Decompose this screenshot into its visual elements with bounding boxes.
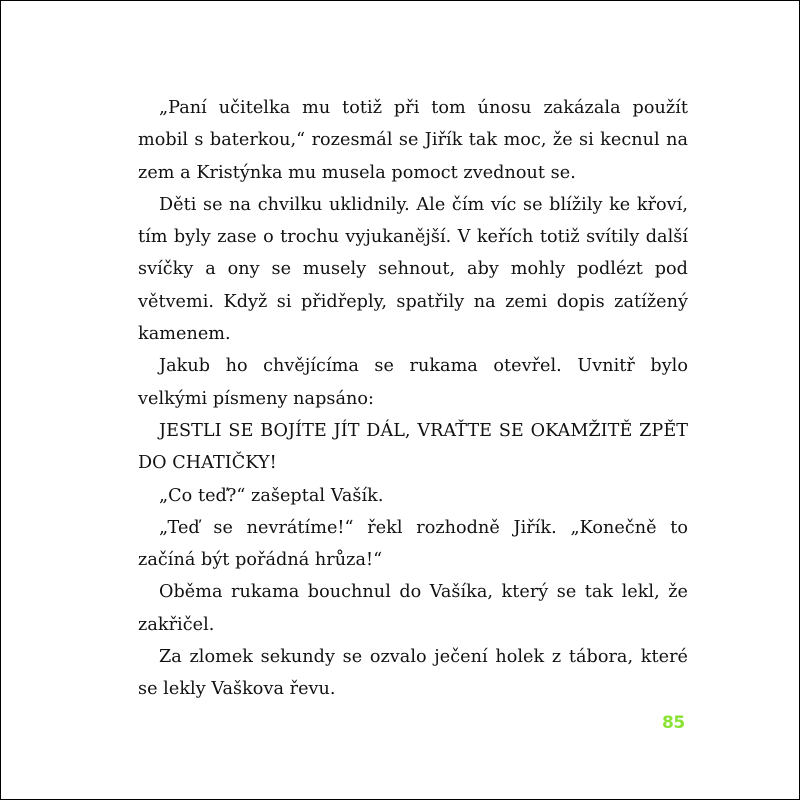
paragraph-8: Za zlomek sekundy se ozvalo ječení holek z tábora, které se lekly Vaškova řevu.: [138, 647, 688, 700]
paragraph-3: Jakub ho chvějícíma se rukama otevřel. Uvnitř bylo velkými písmeny napsáno:: [138, 356, 688, 409]
page-number: 85: [662, 713, 685, 733]
paragraph-2: Děti se na chvilku uklidnily. Ale čím víc se blížily ke křoví, tím byly zase o trochu vyjukanější. V keřích totiž svítily další svíčky a ony se musely sehnout, aby mohly podlézt pod větvemi. Když si přidřeply, spatřily na zemi dopis zatížený kamenem.: [138, 194, 688, 345]
paragraph-7: Oběma rukama bouchnul do Vašíka, který se tak lekl, že zakřičel.: [138, 582, 688, 635]
paragraph-1: „Paní učitelka mu totiž při tom únosu zakázala použít mobil s baterkou,“ rozesmál se Jiřík tak moc, že si kecnul na zem a Kristýnka mu musela pomoct zvednout se.: [138, 98, 688, 183]
paragraph-5: „Co teď?“ zašeptal Vašík.: [159, 485, 384, 506]
story-text: [138, 92, 688, 706]
paragraph-4: JESTLI SE BOJÍTE JÍT DÁL, VRAŤTE SE OKAMŽITĚ ZPĚT DO CHATIČKY!: [138, 420, 688, 474]
paragraph-6: „Teď se nevrátíme!“ řekl rozhodně Jiřík. „Konečně to začíná být pořádná hrůza!“: [138, 517, 688, 571]
